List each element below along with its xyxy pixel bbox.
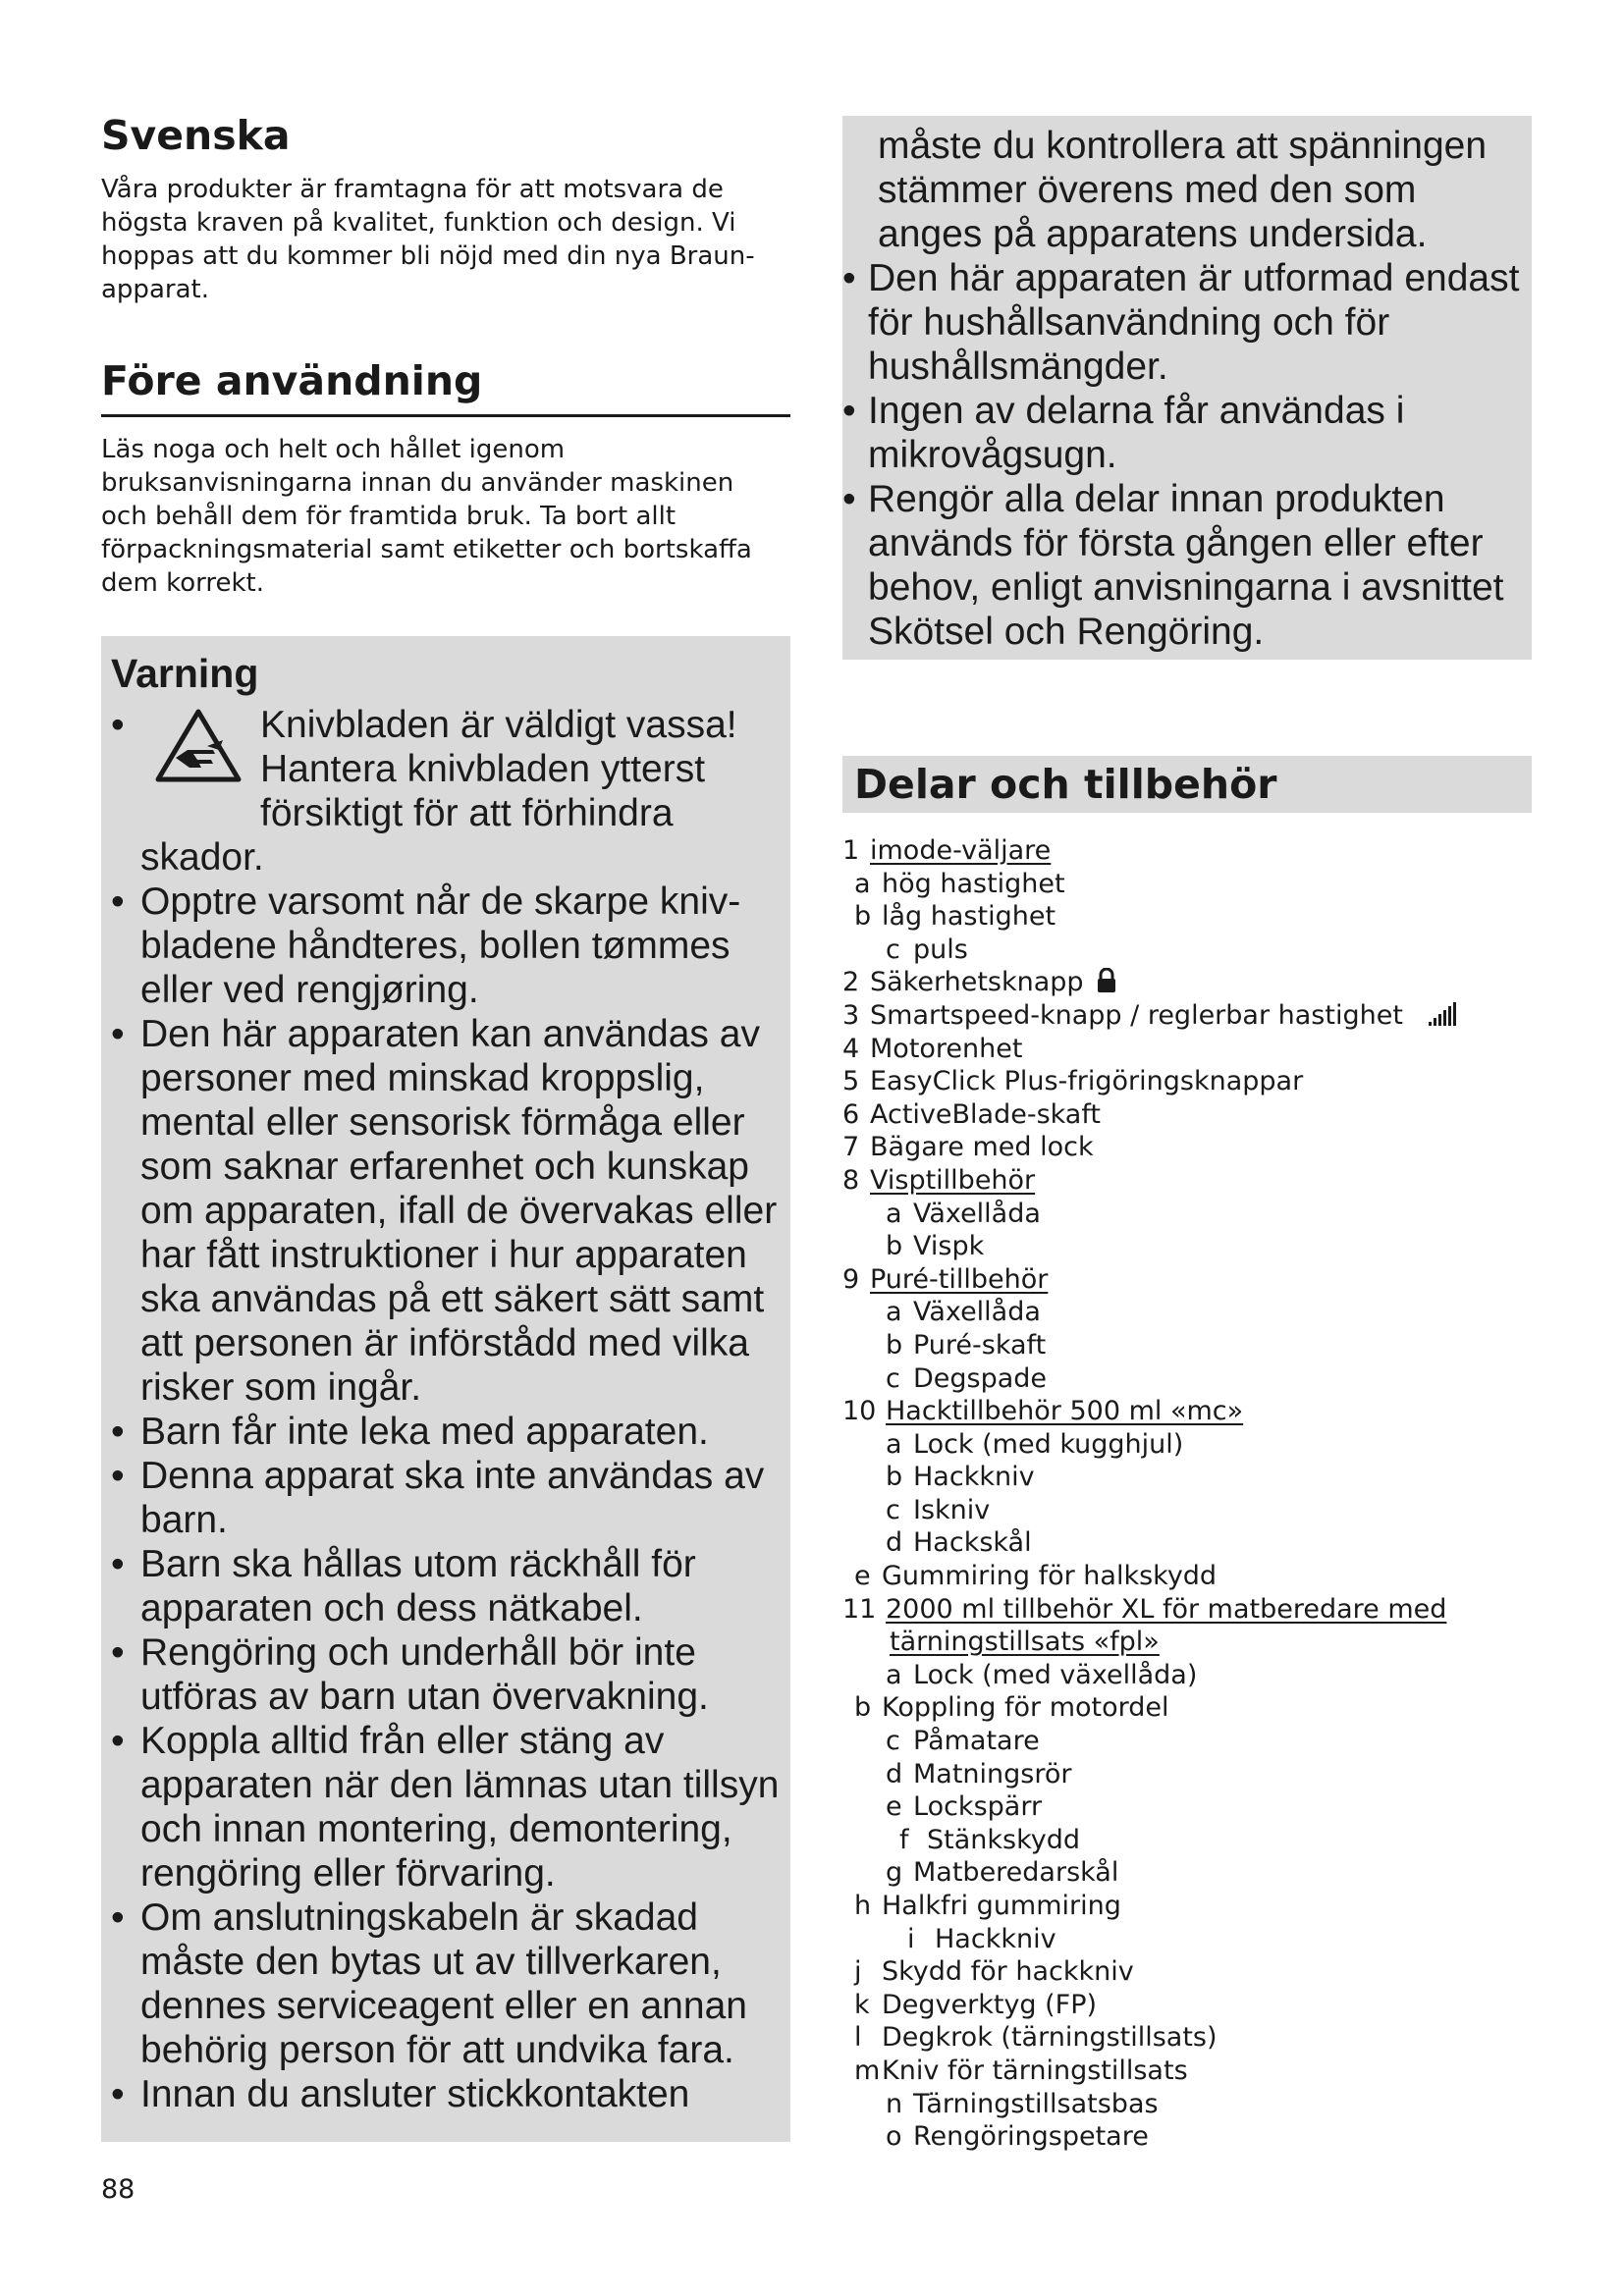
page-number: 88 [101, 2174, 135, 2205]
part-label: EasyClick Plus-frigöringsknappar [870, 1066, 1304, 1097]
part-key: 3 [842, 999, 860, 1031]
parts-list-item [842, 1923, 1532, 1956]
part-label: Motorenhet [870, 1033, 1023, 1064]
part-label: Lock (med växellåda) [913, 1659, 1198, 1690]
part-label: låg hastighet [882, 901, 1056, 933]
parts-list-item [842, 868, 1532, 901]
parts-list-item [842, 1065, 1532, 1098]
part-label: Växellåda [913, 1198, 1041, 1229]
parts-list-item [842, 1989, 1532, 2022]
parts-list-item [842, 1296, 1532, 1329]
part-key: a [854, 868, 871, 899]
parts-list-item [842, 966, 1532, 999]
part-label: Rengöringspetare [913, 2121, 1149, 2153]
parts-list-item [842, 900, 1532, 934]
parts-list-item [842, 1691, 1532, 1725]
part-label: Koppling för motordel [882, 1692, 1169, 1724]
parts-list-item [842, 1494, 1532, 1527]
part-label: Smartspeed-knapp / reglerbar hastighet [870, 999, 1403, 1031]
heading-delar-och-tillbehor: Delar och tillbehör [842, 756, 1532, 813]
part-label: tärningstillsats «fpl» [890, 1627, 1160, 1658]
parts-list-item [842, 1790, 1532, 1824]
part-label: Matberedarskål [913, 1857, 1119, 1889]
parts-list-item [842, 1428, 1532, 1462]
parts-list-item [842, 1856, 1532, 1890]
knife-warning-icon [154, 707, 243, 785]
parts-list-item [842, 1593, 1532, 1627]
part-label: Vispk [913, 1231, 985, 1262]
warning-item: • Den här apparaten kan användas av personer med minskad kroppslig, mental eller sensorisk förmåga eller som saknar erfarenhet och kunskap om apparaten, ifall de övervakas eller har fått instruktioner i hur apparaten ska användas på ett säkert sätt samt att personen är införstådd med vilka risker som ingår. [111, 1013, 778, 1409]
part-label: Hackkniv [913, 1462, 1035, 1493]
part-label: Växellåda [913, 1297, 1041, 1328]
part-label: Degspade [913, 1362, 1048, 1394]
right-column [842, 116, 1532, 2154]
part-key: f [899, 1824, 909, 1855]
parts-list-item [842, 1824, 1532, 1857]
part-label: Gummiring för halkskydd [882, 1561, 1218, 1592]
part-key: g [886, 1857, 903, 1889]
warning-continued-box [842, 116, 1532, 660]
part-key: d [886, 1758, 903, 1789]
part-key: n [886, 2088, 903, 2119]
warning-item: • Koppla alltid från eller stäng av apparaten när den lämnas utan tillsyn och innan montering, demontering, rengöring eller förvaring. [111, 1720, 780, 1895]
knife-warning-text: Knivbladen är väldigt vassa! Hantera knivbladen ytterst försiktigt för att förhindra [260, 704, 737, 834]
parts-list-item [842, 2120, 1532, 2154]
part-key: a [886, 1659, 902, 1690]
warning-item: • Denna apparat ska inte användas av barn. [111, 1455, 765, 1541]
parts-list-item [842, 1198, 1532, 1231]
parts-list-item [842, 1659, 1532, 1692]
parts-list-item [842, 1626, 1532, 1659]
part-key: 1 [842, 835, 860, 866]
part-key: 4 [842, 1033, 860, 1064]
part-key: 2 [842, 967, 860, 998]
part-label: Tärningstillsatsbas [913, 2088, 1159, 2119]
parts-list-item [842, 1263, 1532, 1297]
parts-list-item [842, 2021, 1532, 2055]
part-label: 2000 ml tillbehör XL för matberedare med [886, 1593, 1447, 1625]
part-label: Puré-tillbehör [870, 1263, 1049, 1295]
parts-list-item [842, 1560, 1532, 1593]
speed-bars-icon [1429, 1002, 1460, 1026]
warning-item: • Den här apparaten är utformad endast för hushållsanvändning och för hushållsmängder. [842, 257, 1520, 388]
part-key: j [854, 1956, 862, 1988]
parts-list-item [842, 1890, 1532, 1923]
part-key: b [886, 1462, 903, 1493]
part-label: Degkrok (tärningstillsats) [882, 2022, 1218, 2054]
part-label: Bägare med lock [870, 1132, 1094, 1163]
part-label: puls [913, 934, 968, 965]
part-key: 7 [842, 1132, 860, 1163]
part-key: b [886, 1329, 903, 1361]
part-label: imode-väljare [870, 835, 1052, 866]
parts-list-item [842, 934, 1532, 967]
part-key: h [854, 1891, 872, 1921]
part-key: b [886, 1231, 903, 1262]
part-label: Hackkniv [935, 1923, 1056, 1954]
part-key: e [854, 1561, 871, 1592]
warning-item: • Barn får inte leka med apparaten. [111, 1411, 709, 1453]
warning-title: Varning [111, 651, 259, 696]
part-key: i [907, 1923, 915, 1954]
part-key: c [886, 934, 900, 965]
parts-list-item [842, 1098, 1532, 1132]
part-label: Påmatare [913, 1726, 1040, 1757]
part-key: c [886, 1362, 900, 1394]
warning-item: • Rengöring och underhåll bör inte utföras av barn utan övervakning. [111, 1631, 709, 1718]
bullet: • [111, 704, 125, 746]
warning-box [101, 636, 790, 2142]
warning-item: • Ingen av delarna får användas i mikrovågsugn. [842, 390, 1405, 476]
parts-list-item [842, 1230, 1532, 1263]
part-key: a [886, 1198, 902, 1229]
part-key: l [854, 2022, 862, 2054]
part-key: c [886, 1494, 900, 1525]
part-label: Matningsrör [913, 1758, 1072, 1789]
parts-list-item [842, 1526, 1532, 1560]
parts-list-item [842, 1033, 1532, 1066]
parts-list [842, 834, 1532, 2154]
part-key: m [854, 2055, 881, 2086]
part-key: 9 [842, 1263, 860, 1295]
warning-continued-text: måste du kontrollera att spänningen stämmer överens med den som anges på apparatens undersida. [878, 125, 1488, 255]
part-label: ActiveBlade-skaft [870, 1098, 1101, 1130]
knife-warning-cont: skador. [140, 836, 264, 879]
part-key: k [854, 1989, 870, 2020]
parts-list-item [842, 1461, 1532, 1494]
part-label: Lockspärr [913, 1791, 1043, 1823]
part-label: Lock (med kugghjul) [913, 1428, 1184, 1460]
parts-list-item [842, 1758, 1532, 1791]
warning-item: • Barn ska hållas utom räckhåll för apparaten och dess nätkabel. [111, 1543, 696, 1629]
lock-icon [1096, 968, 1117, 993]
parts-list-item [842, 1955, 1532, 1989]
part-key: b [854, 901, 872, 933]
parts-list-item [842, 1362, 1532, 1396]
part-label: Puré-skaft [913, 1329, 1047, 1361]
part-key: 8 [842, 1164, 860, 1196]
parts-list-item [842, 1131, 1532, 1164]
parts-list-item [842, 834, 1532, 868]
heading-svenska: Svenska [101, 112, 291, 159]
part-label: Iskniv [913, 1494, 991, 1525]
warning-item: • Rengör alla delar innan produkten används för första gången eller efter behov, enligt anvisningarna i avsnittet Skötsel och Rengöring. [842, 478, 1504, 653]
part-label: Visptillbehör [870, 1164, 1036, 1196]
parts-list-item [842, 999, 1532, 1033]
parts-list-item [842, 1164, 1532, 1198]
warning-item: • Opptre varsomt når de skarpe kniv-bladene håndteres, bollen tømmes eller ved rengjøring. [111, 881, 741, 1011]
part-key: a [886, 1428, 902, 1460]
heading-fore-anvandning: Före användning [101, 353, 790, 417]
part-label: Stänkskydd [927, 1824, 1081, 1855]
part-label: Hackskål [913, 1527, 1032, 1559]
part-key: 10 [842, 1396, 877, 1427]
parts-list-item [842, 2055, 1532, 2088]
part-label: Hacktillbehör 500 ml «mc» [886, 1396, 1244, 1427]
part-label: Säkerhetsknapp [870, 967, 1084, 998]
intro-text: Våra produkter är framtagna för att motsvara de högsta kraven på kvalitet, funktion och design. Vi hoppas att du kommer bli nöjd med din nya Braun-apparat. [101, 175, 755, 304]
fore-anvandning-text: Läs noga och helt och hållet igenom bruksanvisningarna innan du använder maskinen och behåll dem för framtida bruk. Ta bort allt förpackningsmaterial samt etiketter och bortskaffa dem korrekt. [101, 435, 752, 598]
parts-list-item [842, 1725, 1532, 1758]
parts-list-item [842, 1329, 1532, 1362]
part-key: d [886, 1527, 903, 1559]
part-label: Kniv för tärningstillsats [882, 2055, 1188, 2086]
warning-item: • Innan du ansluter stickkontakten [111, 2073, 690, 2115]
knife-warning [111, 703, 781, 835]
part-key: a [886, 1297, 902, 1328]
part-key: 6 [842, 1098, 860, 1130]
part-key: b [854, 1692, 872, 1724]
part-label: Halkfri gummiring [882, 1891, 1121, 1921]
part-key: 5 [842, 1066, 860, 1097]
part-label: Skydd för hackkniv [882, 1956, 1134, 1988]
part-key: e [886, 1791, 902, 1823]
parts-list-item [842, 2088, 1532, 2121]
part-key: c [886, 1726, 900, 1757]
part-label: hög hastighet [882, 868, 1065, 899]
part-key: 11 [842, 1593, 877, 1625]
warning-item: • Om anslutningskabeln är skadad måste den bytas ut av tillverkaren, dennes serviceagent eller en annan behörig person för att undvika fara. [111, 1896, 747, 2071]
part-key: o [886, 2121, 902, 2153]
left-column [101, 108, 790, 600]
parts-list-item [842, 1395, 1532, 1428]
part-label: Degverktyg (FP) [882, 1989, 1098, 2020]
